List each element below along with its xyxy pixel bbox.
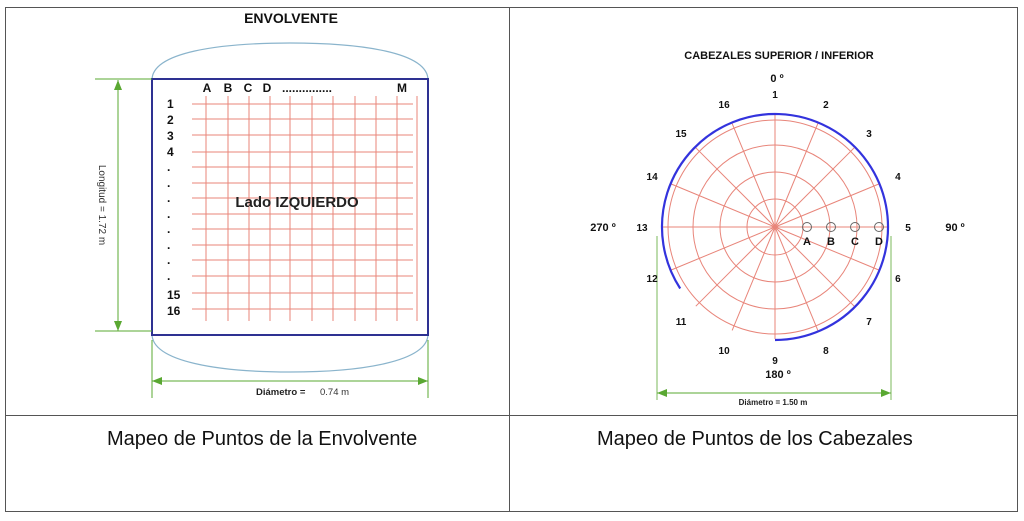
spoke-label: 11 bbox=[675, 317, 687, 328]
spoke-label: 5 bbox=[905, 223, 911, 234]
head-points bbox=[803, 223, 884, 249]
right-caption: Mapeo de Puntos de los Cabezales bbox=[597, 428, 913, 450]
spoke-label: 10 bbox=[718, 345, 730, 357]
row-label: . bbox=[167, 207, 171, 221]
shell-center-label: Lado IZQUIERDO bbox=[235, 194, 359, 211]
spoke-label: 9 bbox=[772, 356, 778, 367]
spoke-label: 1 bbox=[772, 90, 778, 101]
spoke-label: 7 bbox=[866, 317, 872, 328]
head-diameter-label: Diámetro = 1.50 m bbox=[738, 398, 808, 407]
diameter-label-bold: Diámetro = bbox=[256, 387, 306, 398]
row-label: . bbox=[167, 222, 171, 236]
row-label: . bbox=[167, 253, 171, 267]
row-label: 2 bbox=[167, 113, 174, 127]
point-label: C bbox=[851, 236, 859, 248]
point-label: A bbox=[803, 236, 811, 248]
spoke-label: 8 bbox=[823, 345, 829, 357]
row-label: 3 bbox=[167, 129, 174, 143]
head-diameter-arrow-left bbox=[657, 389, 667, 397]
column-label: ............... bbox=[282, 81, 333, 95]
polar-spoke bbox=[775, 227, 854, 306]
angle-label-left: 270 º bbox=[590, 222, 616, 234]
column-label: A bbox=[202, 81, 212, 95]
spoke-label: 2 bbox=[823, 100, 829, 112]
spoke-label: 3 bbox=[866, 129, 872, 140]
row-label: . bbox=[167, 191, 171, 205]
left-caption: Mapeo de Puntos de la Envolvente bbox=[107, 428, 418, 450]
angle-label-right: 90 º bbox=[945, 222, 965, 234]
spoke-label: 6 bbox=[895, 273, 901, 285]
row-label: 1 bbox=[167, 97, 174, 111]
row-label: 4 bbox=[167, 145, 174, 159]
angle-label-bottom: 180 º bbox=[765, 369, 791, 381]
column-label: D bbox=[262, 81, 272, 95]
shell-title: ENVOLVENTE bbox=[244, 10, 338, 26]
point-label: B bbox=[827, 236, 835, 248]
row-label: . bbox=[167, 238, 171, 252]
polar-spoke bbox=[775, 148, 854, 227]
head-spokes bbox=[663, 115, 887, 339]
diameter-label-value: 0.74 m bbox=[320, 387, 350, 398]
column-label: C bbox=[243, 81, 253, 95]
spoke-label: 15 bbox=[675, 129, 687, 140]
polar-spoke bbox=[696, 148, 775, 227]
column-label: M bbox=[397, 81, 407, 95]
row-label: . bbox=[167, 269, 171, 283]
angle-label-top: 0 º bbox=[770, 73, 784, 85]
row-label: 15 bbox=[167, 288, 181, 302]
point-label: D bbox=[875, 236, 883, 248]
row-label: . bbox=[167, 176, 171, 190]
row-divider bbox=[5, 415, 1018, 416]
spoke-label: 13 bbox=[636, 223, 648, 234]
spoke-label: 14 bbox=[646, 172, 658, 184]
spoke-label: 4 bbox=[895, 172, 901, 184]
head-title: CABEZALES SUPERIOR / INFERIOR bbox=[684, 50, 874, 62]
row-label: . bbox=[167, 160, 171, 174]
row-label: 16 bbox=[167, 304, 181, 318]
head-diameter-arrow-right bbox=[881, 389, 891, 397]
spoke-label: 16 bbox=[718, 100, 730, 112]
length-label: Longitud = 1.72 m bbox=[96, 164, 107, 246]
column-label: B bbox=[223, 81, 233, 95]
polar-spoke bbox=[696, 227, 775, 306]
spoke-label: 12 bbox=[646, 273, 658, 285]
